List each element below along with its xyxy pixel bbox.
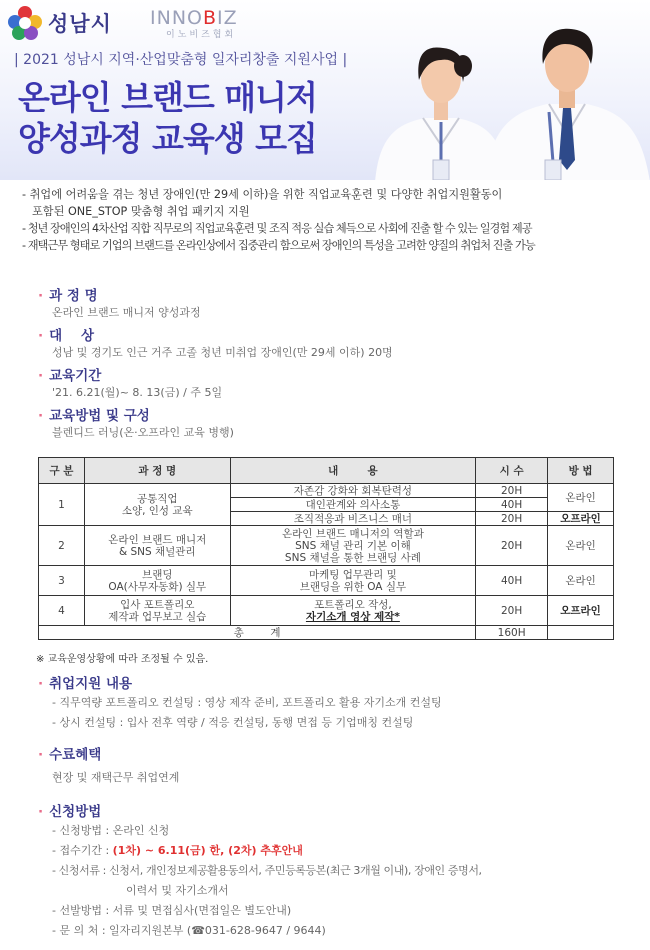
intro-bullet: 포함된 ONE_STOP 맞춤형 취업 패키지 지원 — [32, 205, 250, 218]
row-method: 오프라인 — [548, 596, 614, 626]
apply-period-label: - 접수기간 : — [52, 844, 113, 857]
city-name: 성남시 — [48, 12, 112, 36]
row-content: 포트폴리오 작성, — [314, 598, 392, 611]
apply-docs: - 신청서류 : 신청서, 개인정보제공활용동의서, 주민등록등본(최근 3개월 이내), 장애인 증명서, — [52, 864, 482, 877]
table-header: 시 수 — [476, 458, 548, 484]
curriculum-table — [38, 457, 614, 640]
table-header: 내 용 — [230, 458, 476, 484]
city-logo[interactable] — [8, 6, 112, 40]
row-method: 온라인 — [548, 566, 614, 596]
apply-selection: - 선발방법 : 서류 및 면접심사(면접일은 별도안내) — [52, 904, 292, 917]
row-hours: 40H — [476, 566, 548, 596]
city-seal-icon — [8, 6, 42, 40]
main-title-line1: 온라인 브랜드 매니저 — [18, 78, 317, 117]
row-content: 온라인 브랜드 매니저의 역할과 SNS 채널 관리 기본 이해 SNS 채널을 통한 브랜딩 사례 — [230, 526, 476, 566]
section-value: 블렌디드 러닝(온·오프라인 교육 병행) — [52, 426, 234, 439]
row-course: 온라인 브랜드 매니저 & SNS 채널관리 — [84, 526, 230, 566]
course-name-section: · 과 정 명 온라인 브랜드 매니저 양성과정 — [38, 284, 638, 324]
table-header-row — [39, 458, 614, 484]
table-row — [39, 484, 614, 498]
main-title-line2: 양성과정 교육생 모집 — [18, 119, 317, 158]
row-number: 2 — [39, 526, 85, 566]
intro-bullets — [22, 186, 642, 254]
total-empty — [548, 626, 614, 640]
table-row — [39, 596, 614, 626]
row-content: 조직적응과 비즈니스 매너 — [230, 512, 476, 526]
row-number: 3 — [39, 566, 85, 596]
innobiz-subtext: 이노비즈협회 — [166, 30, 237, 40]
table-header: 구 분 — [39, 458, 85, 484]
total-hours: 160H — [476, 626, 548, 640]
hero-banner — [0, 0, 650, 180]
apply-period-dates: (1차) ~ 6.11(금) 한, (2차) 추후안내 — [112, 844, 303, 857]
row-method: 온라인 — [548, 526, 614, 566]
row-content: 마케팅 업무관리 및 브랜딩을 위한 OA 실무 — [230, 566, 476, 596]
table-header: 과 정 명 — [84, 458, 230, 484]
intro-bullet: - 재택근무 형태로 기업의 브랜드를 온라인상에서 집중관리 함으로써 장애인의 특성을 고려한 양질의 취업처 진출 가능 — [22, 239, 535, 252]
apply-period — [52, 840, 638, 862]
course-info — [38, 284, 638, 444]
target-section: · 대 상 성남 및 경기도 인근 거주 고졸 청년 미취업 장애인(만 29세 이하) 20명 — [38, 324, 638, 364]
apply-docs-continued: 이력서 및 자기소개서 — [126, 884, 229, 897]
section-heading: 취업지원 내용 — [49, 676, 133, 692]
table-header: 방 법 — [548, 458, 614, 484]
job-support-item: - 직무역량 포트폴리오 컨설팅 : 영상 제작 준비, 포트폴리오 활용 자기소개 컨설팅 — [52, 696, 442, 709]
method-section: · 교육방법 및 구성 블렌디드 러닝(온·오프라인 교육 병행) — [38, 404, 638, 444]
row-hours: 20H — [476, 526, 548, 566]
row-content: 자존감 강화와 회복탄력성 — [230, 484, 476, 498]
apply-section: · 신청방법 - 신청방법 : 온라인 신청 - 접수기간 : (1차) ~ 6.11(금) 한, (2차) 추후안내 - 신청서류 : 신청서, 개인정보제공활용동의서, 주민등록등본(최근 3개월 이내), 장애인 증명서, 이력서 및 자기소개서 - 선발방법 : 서류 및 면접심사(면접일은 별도안내) - 문 의 처 : 일자리지원본부 (☎031-628-9647 / 9644) — [38, 800, 638, 942]
job-support-section: · 취업지원 내용 - 직무역량 포트폴리오 컨설팅 : 영상 제작 준비, 포트폴리오 활용 자기소개 컨설팅 - 상시 컨설팅 : 입사 전후 역량 / 적응 컨설팅, 동행 면접 등 기업매칭 컨설팅 — [38, 672, 638, 734]
row-number: 1 — [39, 484, 85, 526]
row-hours: 40H — [476, 498, 548, 512]
table-total-row — [39, 626, 614, 640]
row-course: 공통직업 소양, 인성 교육 — [84, 484, 230, 526]
benefits-section: · 수료혜택 현장 및 재택근무 취업연계 — [38, 743, 638, 789]
section-value: 온라인 브랜드 매니저 양성과정 — [52, 306, 201, 319]
section-heading: 수료혜택 — [49, 747, 102, 763]
table-note: ※ 교육운영상황에 따라 조정될 수 있음. — [36, 654, 209, 665]
row-hours: 20H — [476, 596, 548, 626]
row-hours: 20H — [476, 484, 548, 498]
job-support-item: - 상시 컨설팅 : 입사 전후 역량 / 적응 컨설팅, 동행 면접 등 기업매칭 컨설팅 — [52, 716, 414, 729]
section-value: '21. 6.21(월)~ 8. 13(금) / 주 5일 — [52, 386, 223, 399]
period-section: · 교육기간 '21. 6.21(월)~ 8. 13(금) / 주 5일 — [38, 364, 638, 404]
row-hours: 20H — [476, 512, 548, 526]
intro-bullet: - 청년 장애인의 4차산업 직합 직무로의 직업교육훈련 및 조직 적응 실습 체득으로 사회에 진출 할 수 있는 일경험 제공 — [22, 222, 532, 235]
benefits-value: 현장 및 재택근무 취업연계 — [52, 771, 180, 784]
program-subtitle: | 2021 성남시 지역·산업맞춤형 일자리창출 지원사업 | — [14, 52, 348, 68]
section-value: 성남 및 경기도 인근 거주 고졸 청년 미취업 장애인(만 29세 이하) 20명 — [52, 346, 393, 359]
row-content: 대인관계와 의사소통 — [230, 498, 476, 512]
table-row — [39, 566, 614, 596]
section-heading: 교육기간 — [49, 368, 102, 384]
innobiz-logo[interactable] — [150, 7, 238, 40]
row-course: 브랜딩 OA(사무자동화) 실무 — [84, 566, 230, 596]
section-heading: 교육방법 및 구성 — [49, 408, 150, 424]
table-row — [39, 526, 614, 566]
students-photo — [365, 20, 650, 180]
row-content-emphasis: 자기소개 영상 제작* — [305, 610, 400, 623]
section-heading: 과 정 명 — [49, 288, 98, 304]
row-method: 온라인 — [548, 484, 614, 512]
section-heading: 대 상 — [49, 328, 95, 344]
row-method: 오프라인 — [548, 512, 614, 526]
row-course: 입사 포트폴리오 제작과 업무보고 실습 — [84, 596, 230, 626]
section-heading: 신청방법 — [49, 804, 102, 820]
apply-method: - 신청방법 : 온라인 신청 — [52, 824, 170, 837]
row-content-cell — [230, 596, 476, 626]
intro-bullet: - 취업에 어려움을 겪는 청년 장애인(만 29세 이하)을 위한 직업교육훈련 및 다양한 취업지원활동이 — [22, 188, 503, 201]
innobiz-wordmark: INNOBIZ — [150, 7, 238, 29]
total-label: 총 계 — [39, 626, 476, 640]
apply-contact[interactable]: - 문 의 처 : 일자리지원본부 (☎031-628-9647 / 9644) — [52, 924, 326, 937]
row-number: 4 — [39, 596, 85, 626]
